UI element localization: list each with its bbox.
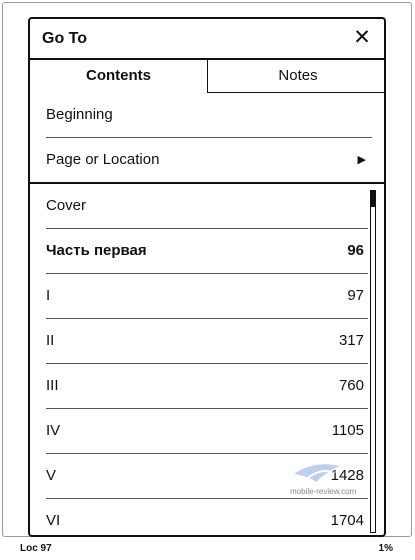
toc-item[interactable] [46, 184, 368, 229]
toc-item-label: I [46, 287, 51, 304]
nav-item-label: Page or Location [46, 151, 160, 168]
toc-item-page: 1105 [331, 422, 364, 439]
toc-item-page: 760 [338, 377, 364, 394]
toc-item-label: V [46, 467, 57, 484]
location-indicator: Loc 97 [20, 543, 52, 554]
toc-item[interactable] [46, 229, 368, 274]
watermark-text: mobile-review.com [290, 487, 357, 496]
toc-item-label: III [46, 377, 59, 394]
nav-item-beginning[interactable] [46, 93, 372, 138]
toc-item[interactable] [46, 319, 368, 364]
dialog-header [30, 19, 384, 60]
tab-bar [30, 60, 384, 93]
toc-item-page: 1704 [330, 512, 364, 529]
toc-item-page: 317 [338, 332, 364, 349]
tab-notes[interactable]: Notes [207, 60, 386, 93]
nav-item-page-or-location[interactable] [46, 138, 372, 183]
toc-item-page: 96 [347, 242, 364, 259]
toc-item-page: 1428 [330, 467, 364, 484]
toc-item-page: 97 [347, 287, 364, 304]
status-bar [0, 540, 415, 560]
toc-item[interactable] [46, 364, 368, 409]
toc-item-label: Часть первая [46, 242, 147, 259]
close-icon[interactable]: ✕ [353, 26, 371, 49]
nav-item-label: Beginning [46, 106, 113, 123]
progress-percent: 1% [378, 543, 393, 554]
dialog-title: Go To [42, 30, 88, 47]
toc-item-label: IV [46, 422, 61, 439]
toc-scrollbar[interactable] [370, 190, 376, 533]
toc-item[interactable] [46, 499, 368, 537]
toc-item-label: VI [46, 512, 61, 529]
right-arrow-icon: ▶ [357, 154, 366, 166]
toc-item-label: Cover [46, 197, 87, 214]
toc-item[interactable] [46, 274, 368, 319]
toc-item-label: II [46, 332, 55, 349]
scrollbar-thumb[interactable] [371, 191, 375, 207]
tab-contents[interactable]: Contents [86, 67, 151, 84]
